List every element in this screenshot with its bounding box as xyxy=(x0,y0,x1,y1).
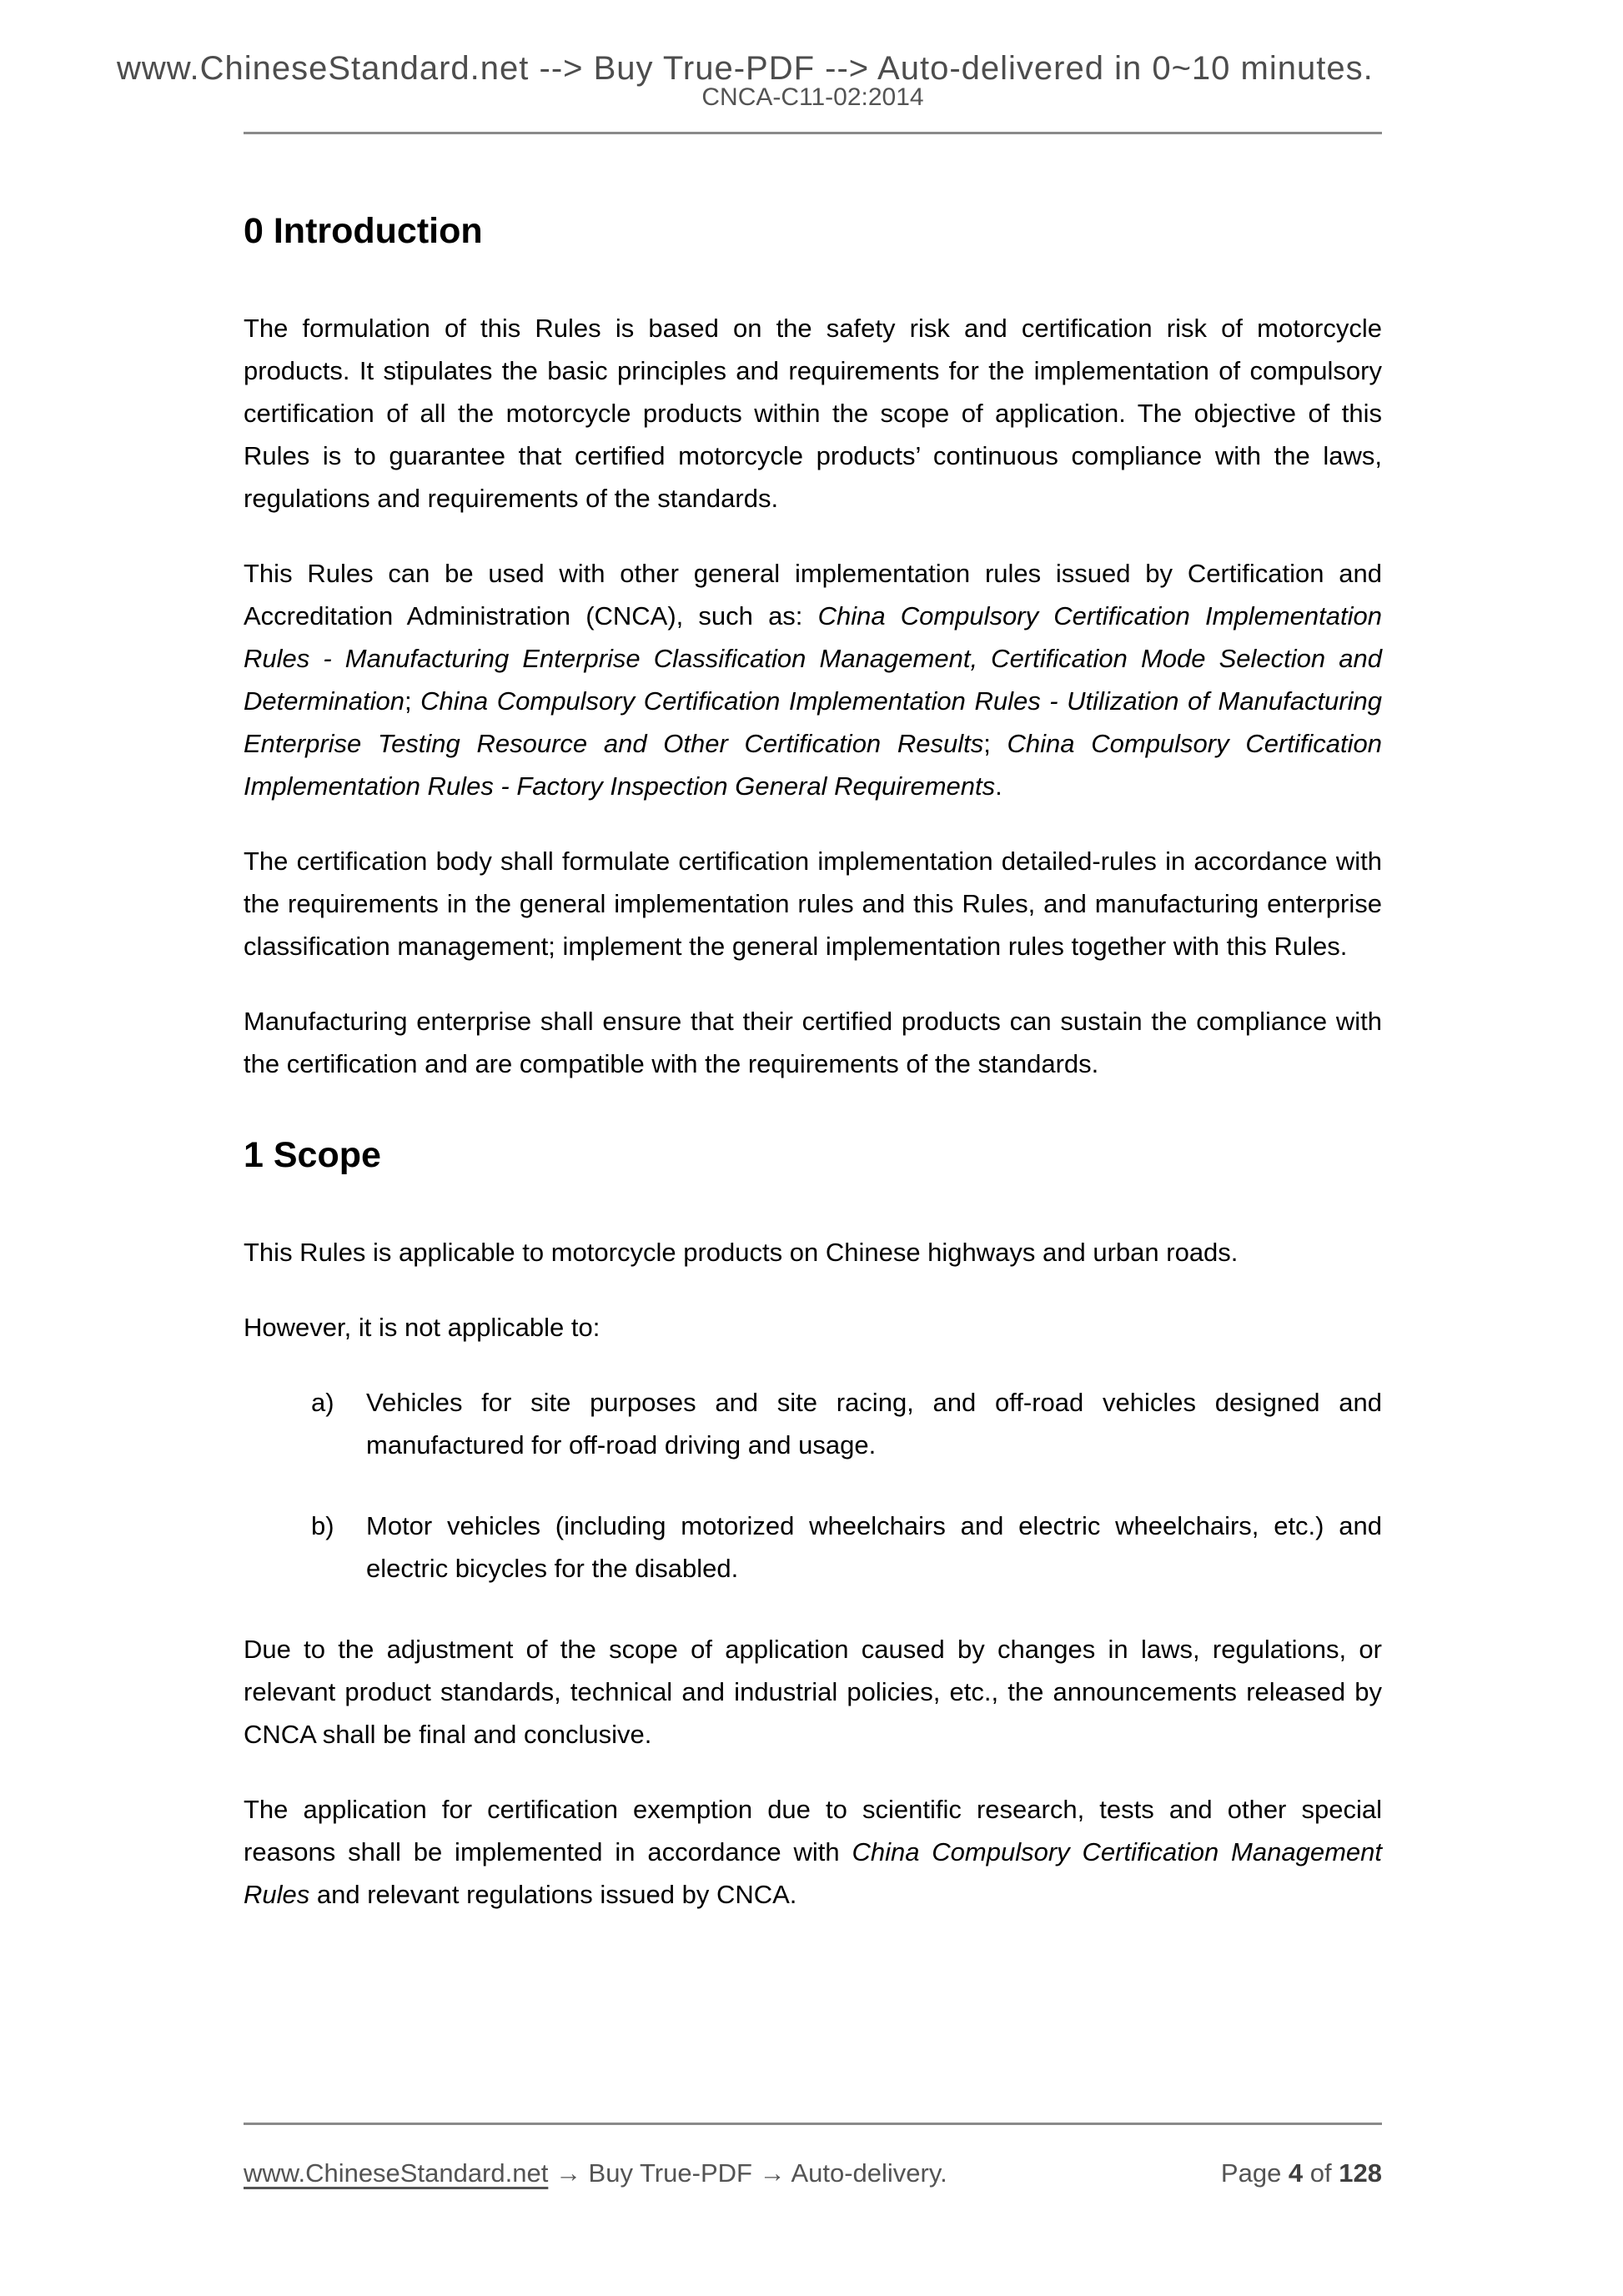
text-run: China Compulsory Certification Implementation Rules - Manufacturing Enterprise Classification Management, Certification Mode Selection and Determination xyxy=(244,601,1382,716)
paragraph-scope-3 xyxy=(244,1628,1382,1756)
text-run: . xyxy=(995,771,1002,801)
footer-promo xyxy=(244,2158,947,2188)
paragraph-intro-2 xyxy=(244,552,1382,807)
paragraph-scope-1 xyxy=(244,1231,1382,1274)
paragraph-scope-2 xyxy=(244,1306,1382,1349)
text-run: 128 xyxy=(1339,2158,1382,2188)
text-run: The formulation of this Rules is based on the safety risk and certification risk of motorcycle products. It stipulates the basic principles and requirements for the implementation of compulsory certification of all the motorcycle products within the scope of application. The objective of this Rules is to guarantee that certified motorcycle products’ continuous compliance with the laws, regulations and requirements of the standards. xyxy=(244,314,1382,513)
text-run: Page xyxy=(1220,2158,1289,2188)
footer-site-link[interactable]: www.ChineseStandard.net xyxy=(244,2158,549,2188)
text-run: Motor vehicles (including motorized wheelchairs and electric wheelchairs, etc.) and electric bicycles for the disabled. xyxy=(366,1511,1382,1583)
text-run: 4 xyxy=(1288,2158,1304,2188)
text-run: ; xyxy=(404,686,421,716)
list-item-a-label: a) xyxy=(311,1388,334,1417)
list-item-a-text xyxy=(366,1381,1382,1466)
text-run: However, it is not applicable to: xyxy=(244,1313,600,1342)
header-doc-number: CNCA-C11-02:2014 xyxy=(701,83,924,111)
text-run: The certification body shall formulate certification implementation detailed-rules in accordance with the requirements in the general implementation rules and this Rules, and manufacturing enterprise classification management; implement the general implementation rules together with this Rules. xyxy=(244,847,1382,961)
text-run: Vehicles for site purposes and site racing, and off-road vehicles designed and manufactured for off-road driving and usage. xyxy=(366,1388,1382,1459)
document-body xyxy=(244,210,1382,1948)
footer-divider xyxy=(244,2123,1382,2125)
text-run: of xyxy=(1303,2158,1339,2188)
text-run: → Buy True-PDF → Auto-delivery. xyxy=(548,2158,947,2188)
list-item-a xyxy=(244,1381,1382,1466)
paragraph-scope-4 xyxy=(244,1788,1382,1916)
footer xyxy=(244,2158,1382,2188)
list-item-b-label: b) xyxy=(311,1511,334,1540)
section-heading-scope: 1 Scope xyxy=(244,1135,381,1175)
text-run: This Rules can be used with other general implementation rules issued by Certification and Accreditation Administration (CNCA), such as: xyxy=(244,559,1382,631)
text-run: This Rules is applicable to motorcycle products on Chinese highways and urban roads. xyxy=(244,1238,1239,1267)
text-run: The application for certification exemption due to scientific research, tests and other special reasons shall be implemented in accordance with xyxy=(244,1795,1382,1866)
text-run: China Compulsory Certification Implementation Rules - Utilization of Manufacturing Enterprise Testing Resource and Other Certification Results xyxy=(244,686,1382,758)
text-run: Manufacturing enterprise shall ensure that their certified products can sustain the compliance with the certification and are compatible with the requirements of the standards. xyxy=(244,1007,1382,1078)
text-run: and relevant regulations issued by CNCA. xyxy=(309,1880,797,1909)
footer-page-indicator xyxy=(1221,2158,1382,2188)
paragraph-intro-4 xyxy=(244,1000,1382,1085)
footer-promo-text xyxy=(548,2158,947,2188)
paragraph-intro-3 xyxy=(244,840,1382,967)
text-run: Due to the adjustment of the scope of application caused by changes in laws, regulations, or relevant product standards, technical and industrial policies, etc., the announcements released by CNCA shall be final and conclusive. xyxy=(244,1635,1382,1749)
paragraph-intro-1 xyxy=(244,307,1382,520)
header-promo-text: www.ChineseStandard.net --> Buy True-PDF --> Auto-delivered in 0~10 minutes. xyxy=(117,50,1374,87)
header-divider xyxy=(244,132,1382,134)
list-item-b xyxy=(244,1505,1382,1590)
text-run: China Compulsory Certification Implementation Rules - Factory Inspection General Requirements xyxy=(244,729,1382,801)
text-run: ; xyxy=(983,729,1007,758)
list-item-b-text xyxy=(366,1505,1382,1590)
section-heading-introduction: 0 Introduction xyxy=(244,211,483,251)
text-run: China Compulsory Certification Management Rules xyxy=(244,1837,1382,1909)
